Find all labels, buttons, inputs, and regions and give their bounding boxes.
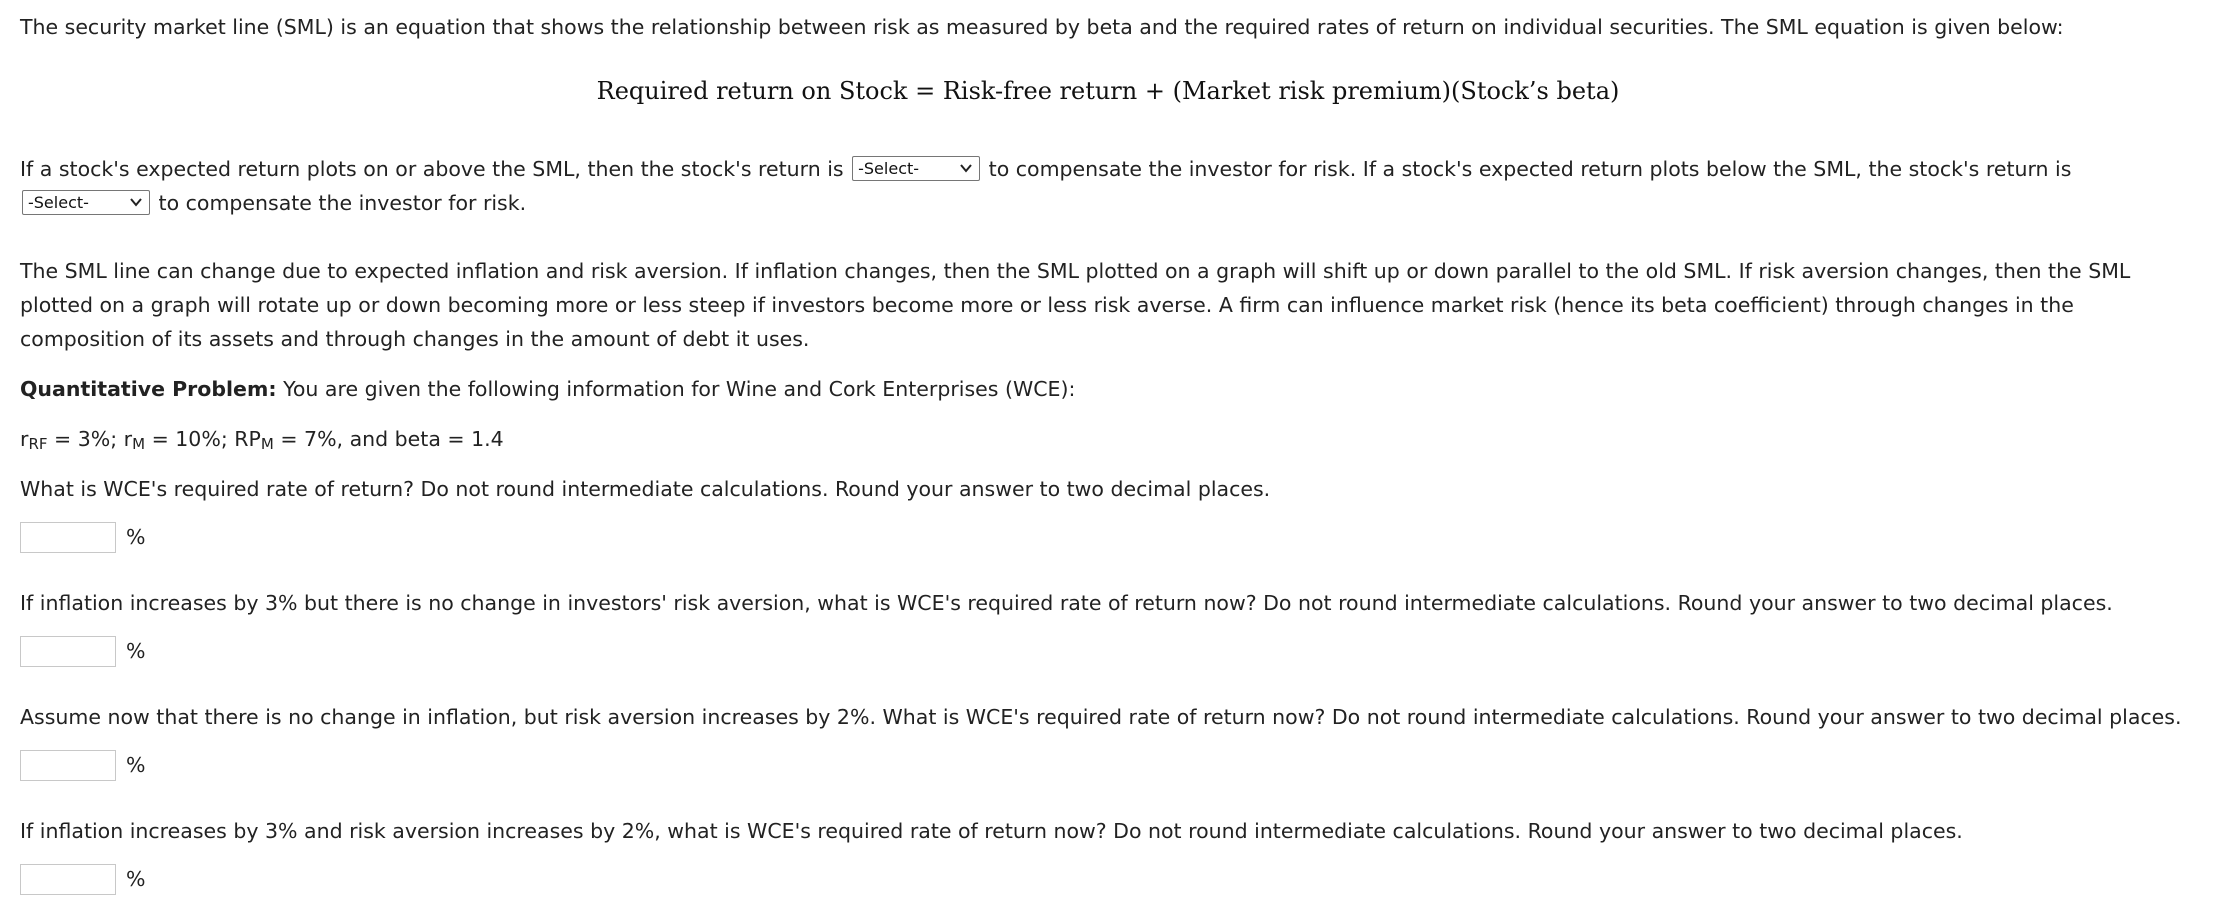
para2-text-1: If a stock's expected return plots on or above the SML, then the stock's return is bbox=[20, 157, 844, 181]
answer-row-3 bbox=[20, 748, 2196, 782]
given-values bbox=[20, 422, 2196, 456]
answer-input-1[interactable] bbox=[20, 522, 116, 553]
rrf-value: = 3%; bbox=[47, 427, 124, 451]
percent-unit-3: % bbox=[126, 753, 146, 777]
intro-text: The security market line (SML) is an equation that shows the relationship between risk as measured by beta and the required rates of return on individual securities. The SML equation is given below: bbox=[20, 15, 2064, 39]
answer-input-3[interactable] bbox=[20, 750, 116, 781]
answer-input-2[interactable] bbox=[20, 636, 116, 667]
sml-change-paragraph: The SML line can change due to expected inflation and risk aversion. If inflation changes, then the SML plotted on a graph will shift up or down parallel to the old SML. If risk aversion changes, then the SML plotted on a graph will rotate up or down becoming more or less steep if investors become more or less risk averse. A firm can influence market risk (hence its beta coefficient) through changes in the composition of its assets and through changes in the amount of debt it uses. bbox=[20, 259, 2131, 351]
answer-input-4[interactable] bbox=[20, 864, 116, 895]
sml-equation: Required return on Stock = Risk-free return + (Market risk premium)(Stock’s beta) bbox=[596, 77, 1620, 105]
rpm-subscript: M bbox=[260, 435, 274, 453]
percent-unit-2: % bbox=[126, 639, 146, 663]
quant-text: You are given the following information for Wine and Cork Enterprises (WCE): bbox=[283, 377, 1076, 401]
select-1-value: -Select- bbox=[858, 158, 920, 178]
question-2: If inflation increases by 3% but there is no change in investors' risk aversion, what is WCE's required rate of return now? Do not round intermediate calculations. Round your answer to two decimal places. bbox=[20, 591, 2113, 615]
rpm-value: = 7%, and beta = 1.4 bbox=[273, 427, 504, 451]
chevron-down-icon bbox=[129, 195, 143, 209]
select-2-value: -Select- bbox=[28, 192, 89, 212]
rrf-subscript: RF bbox=[28, 435, 48, 453]
rm-symbol: r bbox=[123, 427, 133, 451]
rrf-symbol: r bbox=[20, 427, 29, 451]
chevron-down-icon bbox=[959, 161, 973, 175]
answer-row-2 bbox=[20, 634, 2196, 668]
rm-subscript: M bbox=[132, 435, 146, 453]
question-4: If inflation increases by 3% and risk aversion increases by 2%, what is WCE's required rate of return now? Do not round intermediate calculations. Round your answer to two decimal places. bbox=[20, 819, 1963, 843]
select-dropdown-1[interactable] bbox=[852, 156, 980, 181]
answer-row-4 bbox=[20, 862, 2196, 896]
rm-value: = 10%; bbox=[145, 427, 235, 451]
rpm-symbol: RP bbox=[234, 427, 261, 451]
percent-unit-4: % bbox=[126, 867, 146, 891]
select-dropdown-2[interactable] bbox=[22, 190, 150, 215]
quant-label: Quantitative Problem: bbox=[20, 377, 277, 401]
answer-row-1 bbox=[20, 520, 2196, 554]
percent-unit-1: % bbox=[126, 525, 146, 549]
para2-text-3: to compensate the investor for risk. bbox=[158, 191, 527, 215]
para2-text-2: to compensate the investor for risk. If a stock's expected return plots below the SML, the stock's return is bbox=[988, 157, 2072, 181]
question-1: What is WCE's required rate of return? Do not round intermediate calculations. Round your answer to two decimal places. bbox=[20, 477, 1271, 501]
question-3: Assume now that there is no change in inflation, but risk aversion increases by 2%. What is WCE's required rate of return now? Do not round intermediate calculations. Round your answer to two decimal places. bbox=[20, 705, 2182, 729]
quantitative-problem bbox=[20, 372, 2196, 406]
sml-paragraph-selects bbox=[20, 152, 2196, 220]
